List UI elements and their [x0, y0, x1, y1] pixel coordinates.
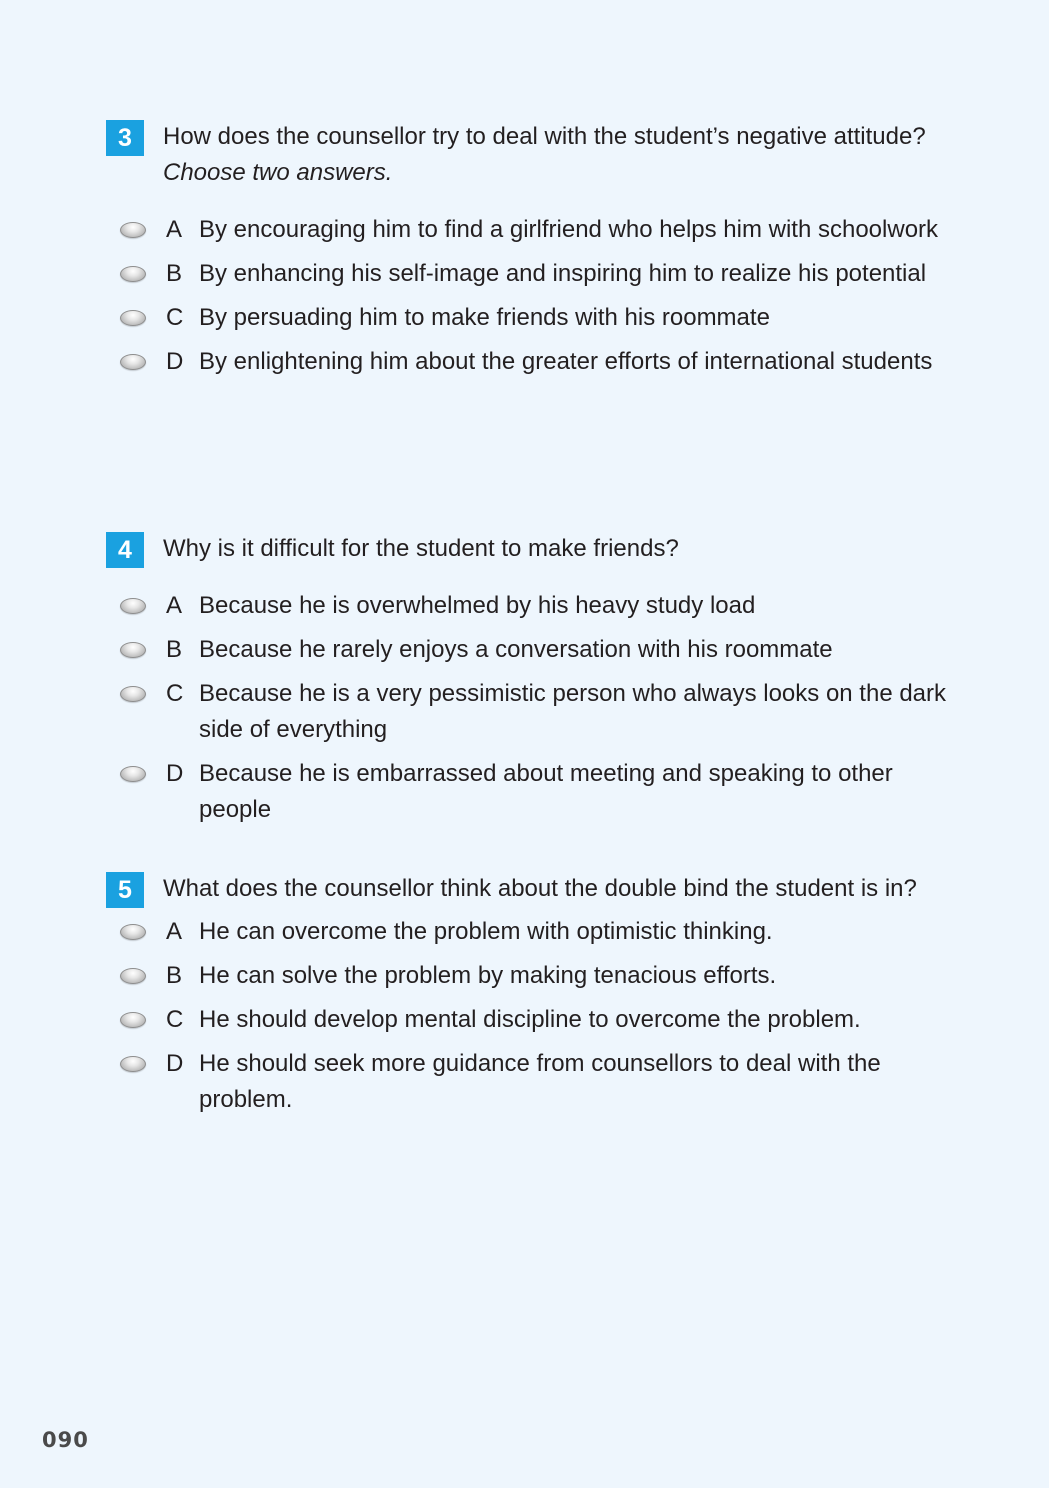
option-a[interactable] — [106, 588, 956, 624]
option-text: By enlightening him about the greater efforts of international students — [199, 348, 933, 375]
question-instruction: Choose two answers. — [163, 159, 393, 186]
option-letter: A — [166, 592, 183, 619]
answer-options — [106, 914, 956, 1118]
answer-options — [106, 588, 956, 828]
radio-button-icon[interactable] — [120, 222, 146, 238]
option-letter: C — [166, 1006, 184, 1033]
option-text: He should seek more guidance from counsellors to deal with the problem. — [199, 1050, 881, 1113]
option-letter: B — [166, 962, 183, 989]
option-b[interactable] — [106, 632, 956, 668]
radio-button-icon[interactable] — [120, 1056, 146, 1072]
option-text: By enhancing his self-image and inspiring him to realize his potential — [199, 260, 927, 287]
option-letter: D — [166, 348, 184, 375]
option-text: He should develop mental discipline to overcome the problem. — [199, 1006, 861, 1033]
option-d[interactable] — [106, 344, 956, 380]
radio-button-icon[interactable] — [120, 354, 146, 370]
option-letter: D — [166, 1050, 184, 1077]
question-number-badge: 5 — [106, 872, 144, 908]
option-a[interactable] — [106, 212, 956, 248]
option-c[interactable] — [106, 676, 956, 748]
option-d[interactable] — [106, 756, 956, 828]
option-text: By encouraging him to find a girlfriend who helps him with schoolwork — [199, 216, 939, 243]
option-letter: B — [166, 260, 183, 287]
option-c[interactable] — [106, 300, 956, 336]
radio-button-icon[interactable] — [120, 642, 146, 658]
radio-button-icon[interactable] — [120, 968, 146, 984]
option-b[interactable] — [106, 256, 956, 292]
radio-button-icon[interactable] — [120, 924, 146, 940]
option-letter: C — [166, 680, 184, 707]
radio-button-icon[interactable] — [120, 686, 146, 702]
radio-button-icon[interactable] — [120, 266, 146, 282]
option-a[interactable] — [106, 914, 956, 950]
question-4 — [106, 531, 956, 828]
option-letter: C — [166, 304, 184, 331]
option-letter: A — [166, 216, 183, 243]
option-letter: D — [166, 760, 184, 787]
option-text: Because he rarely enjoys a conversation with his roommate — [199, 636, 833, 663]
question-header — [106, 119, 956, 191]
question-text: Why is it difficult for the student to make friends? — [163, 535, 679, 562]
option-letter: A — [166, 918, 183, 945]
option-text: He can solve the problem by making tenacious efforts. — [199, 962, 777, 989]
radio-button-icon[interactable] — [120, 1012, 146, 1028]
option-c[interactable] — [106, 1002, 956, 1038]
question-header — [106, 531, 956, 567]
option-text: Because he is embarrassed about meeting and speaking to other people — [199, 760, 893, 823]
question-number-badge: 4 — [106, 532, 144, 568]
question-text: What does the counsellor think about the double bind the student is in? — [163, 875, 917, 902]
page-number: 090 — [42, 1428, 89, 1452]
option-d[interactable] — [106, 1046, 956, 1118]
question-3 — [106, 119, 956, 380]
question-5 — [106, 871, 956, 1118]
question-number-badge: 3 — [106, 120, 144, 156]
option-text: Because he is overwhelmed by his heavy study load — [199, 592, 756, 619]
option-b[interactable] — [106, 958, 956, 994]
option-text: He can overcome the problem with optimistic thinking. — [199, 918, 773, 945]
radio-button-icon[interactable] — [120, 766, 146, 782]
option-text: Because he is a very pessimistic person who always looks on the dark side of everything — [199, 680, 947, 743]
radio-button-icon[interactable] — [120, 310, 146, 326]
question-header — [106, 871, 956, 907]
option-letter: B — [166, 636, 183, 663]
option-text: By persuading him to make friends with his roommate — [199, 304, 770, 331]
radio-button-icon[interactable] — [120, 598, 146, 614]
answer-options — [106, 212, 956, 380]
question-text: How does the counsellor try to deal with the student’s negative attitude? — [163, 123, 926, 150]
